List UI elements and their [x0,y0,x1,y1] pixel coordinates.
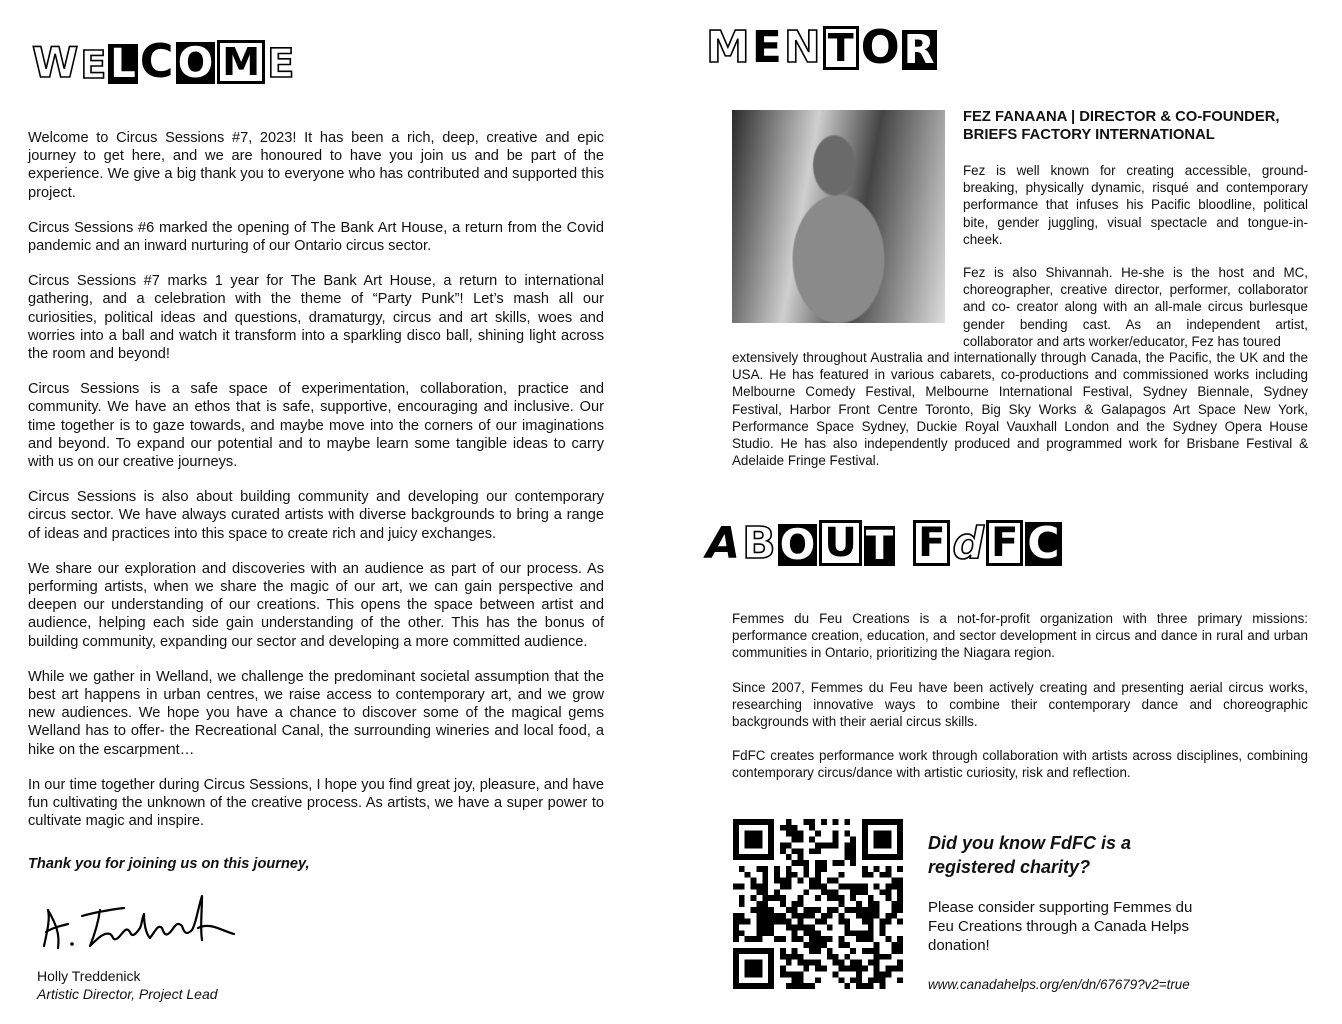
about-paragraph: Since 2007, Femmes du Feu have been actively creating and presenting aerial circus works, researching innovative ways to combine their contemporary dance and choreographic backgrounds with their aerial circus skills. [732,679,1308,730]
welcome-paragraph: We share our exploration and discoveries with an audience as part of our process. As performing artists, when we share the magic of our art, we can gain perspective and deepen our understanding of our creations. This opens the space between artist and audience, helping each side gain understanding of the other. This has the bonus of building community, expanding our sector and developing a more committed audience. [28,560,604,650]
charity-appeal: Please consider supporting Femmes du Feu Creations through a Canada Helps donation! [928,899,1193,954]
about-paragraph: FdFC creates performance work through collaboration with artists across disciplines, combining contemporary circus/dance with artistic curiosity, risk and reflection. [732,748,1308,781]
welcome-paragraph: Circus Sessions is also about building community and developing our contemporary circus sector. We have always curated artists with diverse backgrounds to bring a range of ideas and practices into this space to create rich and juicy exchanges. [28,489,604,542]
welcome-paragraph: In our time together during Circus Sessions, I hope you find great joy, pleasure, and have fun cultivating the unknown of the creative process. As artists, we have a super power to cultivate magic and inspire. [28,776,604,830]
signer-name: Holly Treddenick [37,968,141,984]
mentor-paragraph: Fez is also Shivannah. He-she is the host and MC, choreographer, creative director, performer, collaborator and co- creator along with an all-male circus burlesque gender bending cast. As an independent artist, collaborator and arts worker/educator, Fez has toured [963,265,1308,349]
about-heading: A B O U T F d F C [706,518,1060,569]
mentor-photo [732,110,945,323]
mentor-paragraph-continued: extensively throughout Australia and internationally through Canada, the Pacific, the UK and the USA. He has featured in various cabarets, co-productions and commissioned works including Melbourne Comedy Festival, Melbourne International Festival, Sydney Biennale, Sydney Festival, Harbor Front Centre Toronto, Big Sky Works & Galapagos Art Space New York, Performance Space Sydney, Duckie Royal Vauxhall London and the Sydney Opera House Studio. He has also independently produced and programmed work for Brisbane Festival & Adelaide Fringe Festival. [732,350,1308,469]
welcome-paragraph: Circus Sessions #6 marked the opening of The Bank Art House, a return from the Covid pandemic and an inward nurturing of our Ontario circus sector. [28,219,604,255]
mentor-paragraph: Fez is well known for creating accessible, ground-breaking, physically dynamic, risqué and contemporary performance that infuses his Pacific bloodline, political bite, gender juggling, visual spectacle and tongue-in-cheek. [963,163,1308,247]
charity-question: Did you know FdFC is a registered charity? [928,833,1132,877]
welcome-paragraph: Welcome to Circus Sessions #7, 2023! It has been a rich, deep, creative and epic journey to get here, and we are honoured to have you join us and be part of the experience. We give a big thank you to everyone who has contributed and supported this project. [28,130,604,201]
welcome-paragraph: Circus Sessions #7 marks 1 year for The Bank Art House, a return to international gathering, and a celebration with the theme of “Party Punk”! Let’s mash all our curiosities, political ideas and questions, dramaturgy, circus and art skills, woes and worries into a ball and watch it transform into a sparkling disco ball, shining light across the room and beyond! [28,273,604,363]
about-body [732,610,1308,799]
signature [38,888,238,958]
closing-line: Thank you for joining us on this journey, [28,856,310,872]
welcome-paragraph: Circus Sessions is a safe space of experimentation, collaboration, practice and community. We have an ethos that is safe, supportive, encouraging and inclusive. Our time together is to gaze towards, and maybe move into the corners of our imaginations and beyond. To expand our potential and to maybe learn some tangible ideas to carry with us on our creative journeys. [28,381,604,471]
about-paragraph: Femmes du Feu Creations is a not-for-profit organization with three primary missions: performance creation, education, and sector development in circus and dance in rural and urban communities in Ontario, prioritizing the Niagara region. [732,611,1308,661]
signer-title: Artistic Director, Project Lead [37,986,218,1002]
mentor-heading: M E N T O R [706,20,935,74]
welcome-body [28,129,604,848]
welcome-heading: W E L C O M E [32,34,295,88]
qr-code[interactable] [733,819,903,989]
mentor-name-title: FEZ FANAANA | DIRECTOR & CO-FOUNDER, BRIEFS FACTORY INTERNATIONAL [963,109,1280,143]
welcome-paragraph: While we gather in Welland, we challenge the predominant societal assumption that the best art happens in urban centres, we raise access to contemporary art, and we grow new audiences. We hope you have a chance to discover some of the magical gems Welland has to offer- the Recreational Canal, the surrounding wineries and local food, a hike on the escarpment… [28,668,604,758]
donation-link[interactable]: www.canadahelps.org/en/dn/67679?v2=true [928,977,1190,992]
